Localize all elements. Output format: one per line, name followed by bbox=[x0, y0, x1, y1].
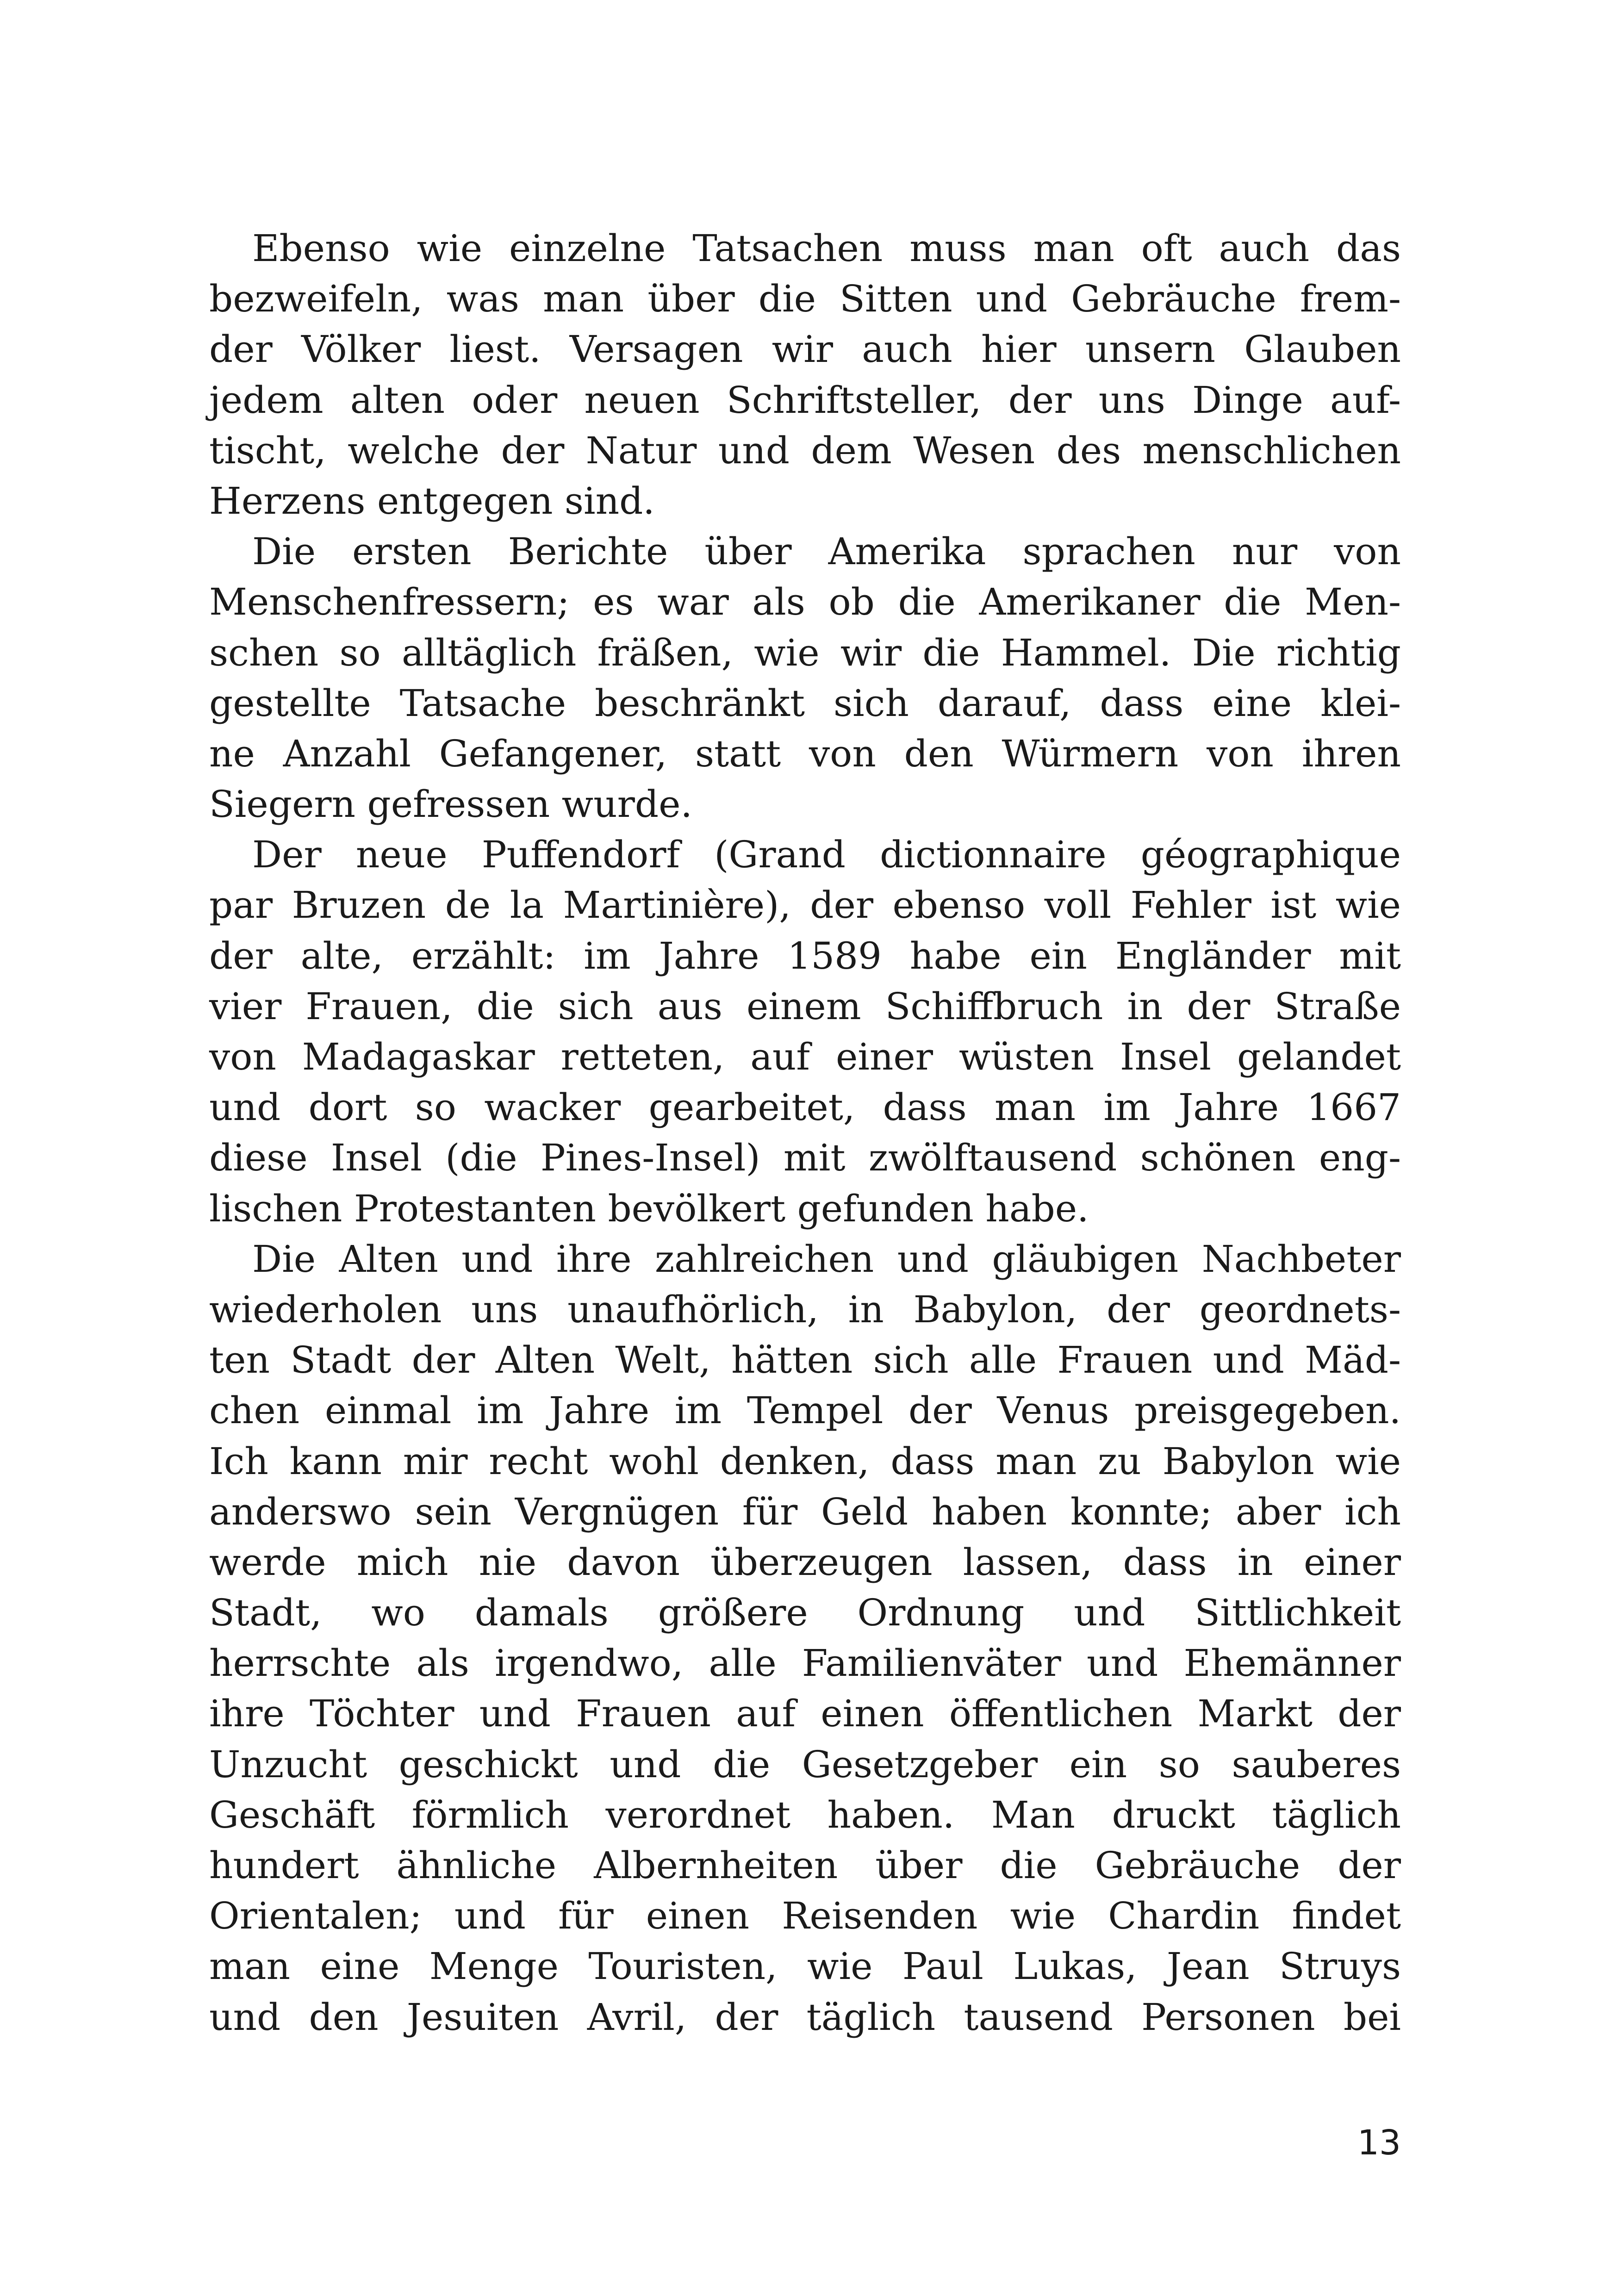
text-line: der Völker liest. Versagen wir auch hier unsern Glauben bbox=[209, 328, 1401, 371]
text-line: Orientalen; und für einen Reisenden wie Chardin findet bbox=[209, 1894, 1401, 1938]
text-line: Menschenfressern; es war als ob die Amerikaner die Men- bbox=[209, 580, 1401, 624]
text-line: bezweifeln, was man über die Sitten und Gebräuche frem- bbox=[209, 277, 1401, 321]
text-line: wiederholen uns unaufhörlich, in Babylon, der geordnets- bbox=[209, 1288, 1401, 1331]
body-text bbox=[209, 223, 1401, 2042]
text-line: anderswo sein Vergnügen für Geld haben konnte; aber ich bbox=[209, 1490, 1401, 1533]
text-line: ihre Töchter und Frauen auf einen öffentlichen Markt der bbox=[209, 1692, 1401, 1736]
text-line: der alte, erzählt: im Jahre 1589 habe ein Engländer mit bbox=[209, 934, 1401, 977]
text-line: Geschäft förmlich verordnet haben. Man druckt täglich bbox=[209, 1793, 1401, 1836]
text-line: Die ersten Berichte über Amerika sprachen nur von bbox=[252, 530, 1401, 573]
text-line: man eine Menge Touristen, wie Paul Lukas, Jean Struys bbox=[209, 1945, 1401, 1988]
text-line: lischen Protestanten bevölkert gefunden habe. bbox=[209, 1187, 1089, 1230]
text-line: werde mich nie davon überzeugen lassen, dass in einer bbox=[209, 1540, 1401, 1584]
text-line: Ich kann mir recht wohl denken, dass man zu Babylon wie bbox=[209, 1439, 1401, 1483]
text-line: Siegern gefressen wurde. bbox=[209, 783, 692, 826]
text-line: tischt, welche der Natur und dem Wesen des menschlichen bbox=[209, 429, 1401, 472]
text-line: par Bruzen de la Martinière), der ebenso voll Fehler ist wie bbox=[209, 884, 1401, 927]
text-line: Die Alten und ihre zahlreichen und gläubigen Nachbeter bbox=[252, 1237, 1401, 1281]
paragraph-1 bbox=[209, 223, 1401, 526]
text-line: ten Stadt der Alten Welt, hätten sich alle Frauen und Mäd- bbox=[209, 1338, 1401, 1382]
text-line: Der neue Puffendorf (Grand dictionnaire géographique bbox=[252, 833, 1401, 877]
text-line: ne Anzahl Gefangener, statt von den Würmern von ihren bbox=[209, 732, 1401, 775]
page-number: 13 bbox=[1357, 2123, 1401, 2163]
text-line: von Madagaskar retteten, auf einer wüsten Insel gelandet bbox=[209, 1035, 1401, 1078]
text-line: herrschte als irgendwo, alle Familienväter und Ehemänner bbox=[209, 1642, 1401, 1685]
text-line: gestellte Tatsache beschränkt sich darauf, dass eine klei- bbox=[209, 681, 1401, 725]
text-line: hundert ähnliche Albernheiten über die Gebräuche der bbox=[209, 1844, 1401, 1887]
text-line: Herzens entgegen sind. bbox=[209, 479, 655, 523]
text-line: vier Frauen, die sich aus einem Schiffbruch in der Straße bbox=[209, 984, 1401, 1028]
text-line: Stadt, wo damals größere Ordnung und Sittlichkeit bbox=[209, 1591, 1401, 1635]
paragraph-2 bbox=[209, 526, 1401, 829]
text-line: schen so alltäglich fräßen, wie wir die Hammel. Die richtig bbox=[209, 631, 1401, 674]
text-line: Ebenso wie einzelne Tatsachen muss man oft auch das bbox=[252, 227, 1401, 270]
text-line: und dort so wacker gearbeitet, dass man im Jahre 1667 bbox=[209, 1086, 1401, 1129]
paragraph-3 bbox=[209, 829, 1401, 1234]
text-line: jedem alten oder neuen Schriftsteller, der uns Dinge auf- bbox=[209, 378, 1401, 422]
text-line: Unzucht geschickt und die Gesetzgeber ein so sauberes bbox=[209, 1742, 1401, 1786]
paragraph-4 bbox=[209, 1234, 1401, 2042]
text-line: diese Insel (die Pines-Insel) mit zwölftausend schönen eng- bbox=[209, 1136, 1401, 1180]
text-line: chen einmal im Jahre im Tempel der Venus preisgegeben. bbox=[209, 1389, 1401, 1432]
text-line: und den Jesuiten Avril, der täglich tausend Personen bei bbox=[209, 1995, 1401, 2039]
